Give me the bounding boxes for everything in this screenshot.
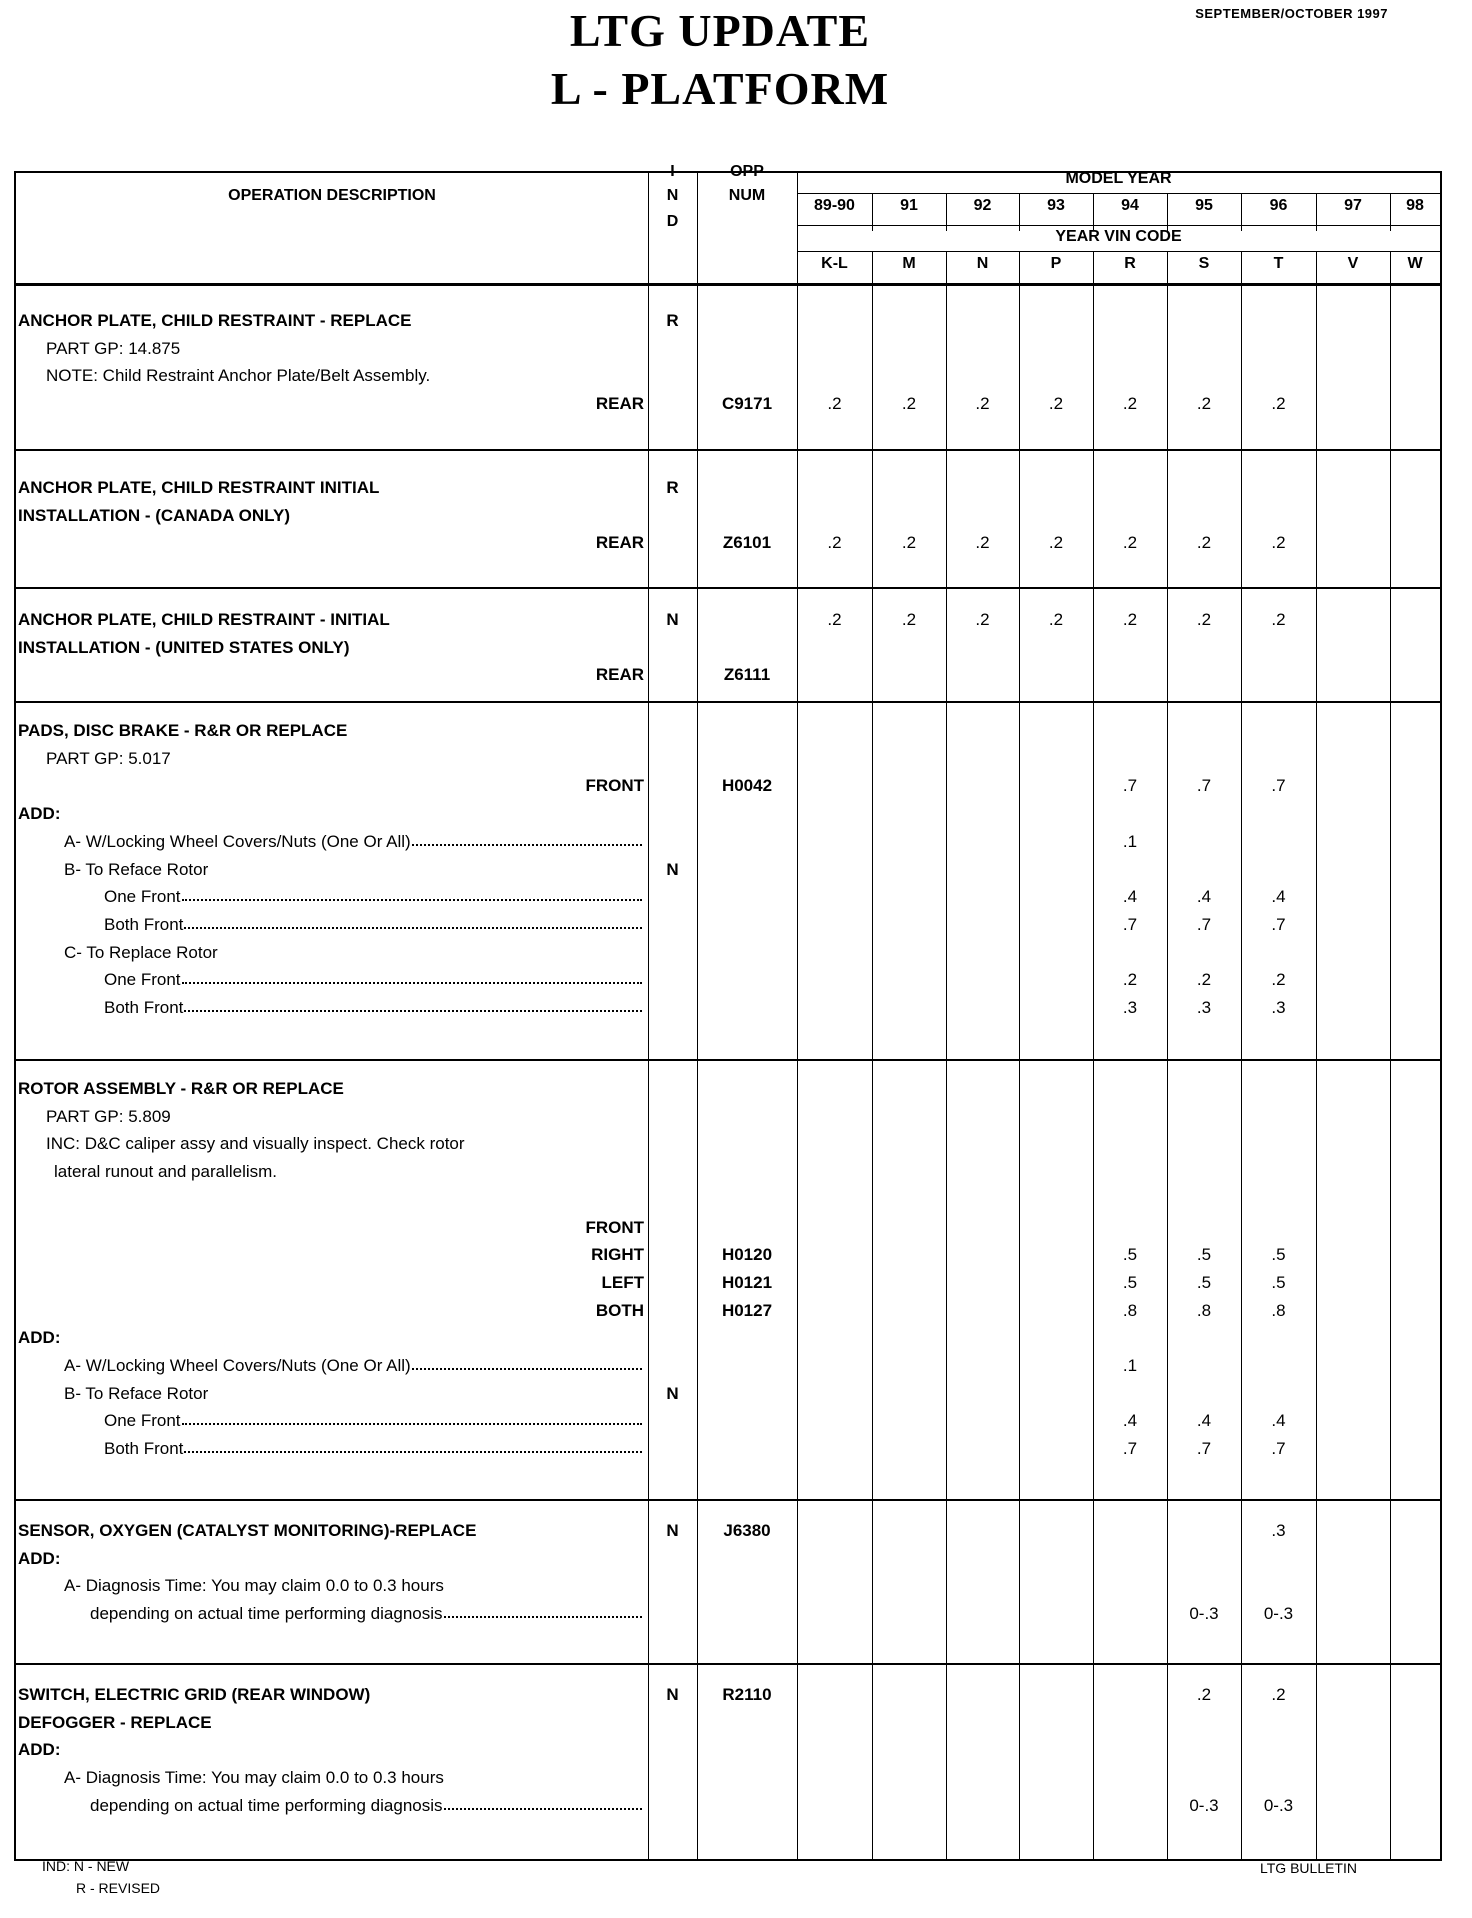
labor-time-93: .2	[1048, 394, 1064, 414]
table-line	[16, 943, 1440, 969]
labor-time-93: .2	[1048, 610, 1064, 629]
operation-title: ADD:	[18, 804, 61, 824]
operation-title: ADD:	[18, 1328, 61, 1348]
table-line	[16, 1273, 1440, 1299]
operation-description	[16, 1521, 648, 1541]
labor-time-96: .7	[1271, 1439, 1286, 1459]
header-rule	[797, 193, 1440, 194]
column-divider	[1390, 251, 1391, 283]
labor-time-95: .5	[1196, 1272, 1212, 1292]
operation-description	[16, 1796, 648, 1816]
labor-time-89-90: .2	[827, 533, 842, 553]
operation-title: INSTALLATION - (UNITED STATES ONLY)	[18, 637, 350, 657]
description-text: B- To Reface Rotor	[64, 859, 209, 879]
header-vin-W: W	[1407, 255, 1423, 272]
description-text: A- Diagnosis Time: You may claim 0.0 to 0.3 hours	[64, 1576, 444, 1596]
dot-leader	[412, 1356, 642, 1370]
table-line	[16, 832, 1440, 858]
description-text: depending on actual time performing diagnosis	[90, 1604, 443, 1624]
labor-time-95: .3	[1196, 998, 1212, 1017]
labor-time-94: .5	[1122, 1245, 1138, 1265]
opp-number: H0120	[721, 1245, 773, 1265]
operation-description	[16, 915, 648, 935]
description-text: One Front	[104, 1411, 181, 1431]
table-line	[16, 1796, 1440, 1822]
operation-description	[16, 1162, 648, 1182]
operation-description	[16, 1713, 648, 1733]
table-line	[16, 1604, 1440, 1630]
operation-title: SENSOR, OXYGEN (CATALYST MONITORING)-REPLACE	[18, 1521, 477, 1540]
operation-description	[16, 1685, 648, 1705]
labor-time-95: .2	[1196, 1685, 1212, 1704]
labor-time-95: .5	[1196, 1245, 1212, 1265]
opp-number: H0042	[721, 776, 773, 796]
column-divider	[1093, 251, 1094, 283]
header-year-89-90: 89-90	[814, 197, 855, 214]
operation-description	[16, 1411, 648, 1431]
header-ind-d: D	[666, 213, 679, 230]
labor-time-96: .2	[1271, 394, 1286, 414]
operation-description	[16, 1245, 648, 1265]
labor-time-94: .2	[1122, 610, 1138, 629]
dot-leader	[444, 1604, 642, 1618]
header-year-91: 91	[900, 197, 918, 214]
description-text: A- W/Locking Wheel Covers/Nuts (One Or All)	[64, 831, 411, 851]
description-text: Both Front	[104, 914, 184, 934]
labor-time-94: .7	[1122, 776, 1138, 796]
operation-description	[16, 366, 648, 386]
description-text: One Front	[104, 887, 181, 907]
labor-time-93: .2	[1048, 533, 1064, 553]
table-line	[16, 1328, 1440, 1354]
dot-leader	[182, 1411, 642, 1425]
header-model-year: MODEL YEAR	[1065, 170, 1172, 187]
labor-time-94: .1	[1122, 1356, 1138, 1375]
labor-time-94: .2	[1122, 533, 1138, 553]
dot-leader	[182, 970, 642, 984]
operation-description	[16, 610, 648, 630]
labor-time-96: .3	[1271, 1521, 1286, 1540]
labor-time-92: .2	[975, 394, 990, 414]
table-line	[16, 478, 1440, 504]
labor-time-95: .7	[1196, 776, 1212, 796]
table-line	[16, 1190, 1440, 1216]
table-row	[16, 589, 1440, 703]
ind-code: R	[666, 311, 679, 330]
table-line	[16, 1301, 1440, 1327]
labor-time-95: .4	[1196, 1411, 1212, 1431]
operation-title: ANCHOR PLATE, CHILD RESTRAINT - INITIAL	[18, 610, 390, 629]
description-text: B- To Reface Rotor	[64, 1383, 209, 1403]
labor-time-94: .4	[1122, 887, 1138, 907]
description-text: REAR	[595, 665, 644, 685]
table-line	[16, 1521, 1440, 1547]
header-rule	[797, 225, 1440, 226]
operation-description	[16, 1604, 648, 1624]
operation-description	[16, 1356, 648, 1376]
column-divider	[1019, 193, 1020, 231]
description-text: BOTH	[595, 1300, 644, 1320]
labor-time-92: .2	[975, 533, 990, 553]
column-divider	[1316, 193, 1317, 231]
table-line	[16, 776, 1440, 802]
labor-time-94: .7	[1122, 914, 1138, 934]
header-vin-T: T	[1273, 255, 1284, 272]
description-text: REAR	[595, 533, 644, 553]
ind-code: N	[666, 1685, 679, 1704]
ind-code: N	[666, 859, 679, 879]
table-line	[16, 970, 1440, 996]
operation-description	[16, 1740, 648, 1760]
opp-number: R2110	[722, 1685, 772, 1704]
header-vin-S: S	[1198, 255, 1210, 272]
labor-time-95: .2	[1196, 394, 1212, 414]
header-opp: OPP	[730, 163, 764, 180]
document-title: LTG UPDATE	[569, 5, 871, 56]
header-year-96: 96	[1269, 197, 1288, 214]
column-divider	[872, 193, 873, 231]
labor-time-95: 0-.3	[1189, 1604, 1219, 1624]
table-line	[16, 366, 1440, 392]
column-divider	[1241, 251, 1242, 283]
operation-description	[16, 533, 648, 553]
table-line	[16, 887, 1440, 913]
dot-leader	[412, 832, 642, 846]
labor-time-96: .4	[1271, 1411, 1286, 1431]
column-divider	[1167, 193, 1168, 231]
legend-new: IND: N - NEW	[42, 1858, 130, 1874]
operation-title: INSTALLATION - (CANADA ONLY)	[18, 505, 290, 525]
operation-title: ROTOR ASSEMBLY - R&R OR REPLACE	[18, 1079, 344, 1098]
labor-time-89-90: .2	[827, 394, 842, 414]
description-text: One Front	[104, 970, 181, 990]
operation-description	[16, 887, 648, 907]
table-line	[16, 610, 1440, 636]
operation-description	[16, 1107, 648, 1127]
header-year-92: 92	[973, 197, 992, 214]
header-vin-M: M	[902, 255, 916, 272]
operation-title: DEFOGGER - REPLACE	[18, 1712, 212, 1732]
labor-time-96: .5	[1271, 1245, 1286, 1265]
labor-time-95: 0-.3	[1189, 1795, 1219, 1815]
labor-time-96: 0-.3	[1263, 1604, 1294, 1624]
operation-description	[16, 804, 648, 824]
column-divider	[1167, 251, 1168, 283]
labor-time-94: .4	[1122, 1411, 1138, 1431]
operation-description	[16, 1134, 648, 1154]
description-text: PART GP: 5.017	[46, 748, 171, 768]
operation-description	[16, 1576, 648, 1596]
header-ind-n: N	[666, 187, 679, 204]
labor-time-96: .2	[1271, 1685, 1286, 1704]
header-vin-P: P	[1050, 255, 1062, 272]
description-text: FRONT	[585, 776, 644, 796]
table-line	[16, 1245, 1440, 1271]
description-text: PART GP: 5.809	[46, 1106, 171, 1126]
labor-time-96: .7	[1271, 776, 1286, 796]
table-row	[16, 703, 1440, 1061]
operation-description	[16, 1549, 648, 1569]
table-line	[16, 1576, 1440, 1602]
labor-time-94: .5	[1122, 1272, 1138, 1292]
operation-description	[16, 1768, 648, 1788]
header-vin-K-L: K-L	[821, 255, 848, 272]
labor-time-95: .2	[1196, 533, 1212, 553]
column-divider	[697, 173, 698, 283]
header-year-93: 93	[1047, 197, 1065, 214]
dot-leader	[184, 915, 642, 929]
column-divider	[1093, 193, 1094, 231]
labor-time-91: .2	[901, 533, 917, 553]
operation-title: ANCHOR PLATE, CHILD RESTRAINT INITIAL	[18, 478, 380, 497]
table-line	[16, 915, 1440, 941]
operation-description	[16, 339, 648, 359]
labor-time-94: .2	[1122, 970, 1138, 990]
table-line	[16, 506, 1440, 532]
header-ind-i: I	[670, 163, 675, 180]
table-line	[16, 1411, 1440, 1437]
labor-time-94: .1	[1122, 831, 1138, 851]
labor-time-89-90: .2	[827, 610, 842, 629]
labor-time-95: .7	[1196, 1439, 1212, 1459]
operation-title: PADS, DISC BRAKE - R&R OR REPLACE	[18, 721, 348, 740]
table-line	[16, 1162, 1440, 1188]
description-text: INC: D&C caliper assy and visually inspect. Check rotor	[46, 1134, 465, 1154]
table-line	[16, 394, 1440, 420]
table-row	[16, 1501, 1440, 1665]
column-divider	[1316, 251, 1317, 283]
description-text: REAR	[595, 394, 644, 414]
dot-leader	[184, 998, 642, 1012]
header-year-95: 95	[1195, 197, 1213, 214]
column-divider	[872, 251, 873, 283]
table-line	[16, 1713, 1440, 1739]
description-text: Both Front	[104, 1439, 184, 1459]
table-line	[16, 804, 1440, 830]
column-divider	[648, 173, 649, 283]
labor-time-95: .8	[1196, 1300, 1212, 1320]
table-line	[16, 1107, 1440, 1133]
labor-time-94: .2	[1122, 394, 1138, 414]
opp-number: C9171	[721, 394, 773, 414]
operation-description	[16, 311, 648, 331]
description-text: LEFT	[601, 1272, 644, 1292]
labor-time-94: .7	[1122, 1439, 1138, 1459]
table-line	[16, 749, 1440, 775]
labor-time-table	[14, 163, 1442, 1861]
labor-time-91: .2	[901, 610, 917, 629]
table-line	[16, 339, 1440, 365]
table-row	[16, 286, 1440, 451]
table-line	[16, 1134, 1440, 1160]
opp-number: Z6111	[723, 665, 771, 685]
labor-time-96: .8	[1271, 1300, 1286, 1320]
operation-description	[16, 832, 648, 852]
legend-revised: R - REVISED	[76, 1880, 161, 1896]
table-line	[16, 311, 1440, 337]
operation-description	[16, 665, 648, 685]
table-line	[16, 1356, 1440, 1382]
ind-code: R	[666, 478, 679, 497]
description-text: A- Diagnosis Time: You may claim 0.0 to 0.3 hours	[64, 1768, 444, 1788]
description-text: A- W/Locking Wheel Covers/Nuts (One Or All)	[64, 1356, 411, 1375]
dot-leader	[444, 1796, 642, 1810]
operation-title: ADD:	[18, 1548, 61, 1568]
opp-number: J6380	[723, 1521, 771, 1540]
operation-description	[16, 998, 648, 1018]
labor-time-91: .2	[901, 394, 917, 414]
description-text: C- To Replace Rotor	[64, 942, 218, 962]
table-line	[16, 1079, 1440, 1105]
column-divider	[946, 251, 947, 283]
description-text: Both Front	[104, 998, 184, 1017]
opp-number: H0127	[721, 1300, 773, 1320]
column-divider	[1241, 193, 1242, 231]
labor-time-95: .2	[1196, 970, 1212, 990]
operation-description	[16, 1328, 648, 1348]
operation-description	[16, 1301, 648, 1321]
table-line	[16, 860, 1440, 886]
table-line	[16, 721, 1440, 747]
operation-description	[16, 1218, 648, 1238]
labor-time-95: .4	[1196, 887, 1212, 907]
operation-title: ANCHOR PLATE, CHILD RESTRAINT - REPLACE	[18, 311, 412, 330]
operation-description	[16, 1439, 648, 1459]
table-header	[16, 163, 1440, 286]
opp-number: Z6101	[722, 533, 772, 553]
labor-time-95: .2	[1196, 610, 1212, 629]
operation-title: ADD:	[18, 1740, 61, 1760]
labor-time-96: .7	[1271, 914, 1286, 934]
labor-time-95: .7	[1196, 914, 1212, 934]
table-line	[16, 1768, 1440, 1794]
header-operation-description: OPERATION DESCRIPTION	[228, 187, 436, 204]
description-text: RIGHT	[591, 1245, 644, 1265]
labor-time-96: .2	[1271, 533, 1286, 553]
column-divider	[1390, 193, 1391, 231]
operation-description	[16, 776, 648, 796]
operation-description	[16, 860, 648, 880]
ind-code: N	[666, 1383, 679, 1403]
column-divider	[946, 193, 947, 231]
opp-number: H0121	[721, 1272, 773, 1292]
operation-description	[16, 478, 648, 498]
labor-time-96: .5	[1271, 1272, 1286, 1292]
table-line	[16, 998, 1440, 1024]
bulletin-label: LTG BULLETIN	[1260, 1860, 1357, 1876]
description-text: depending on actual time performing diagnosis	[90, 1795, 443, 1815]
operation-title: SWITCH, ELECTRIC GRID (REAR WINDOW)	[18, 1685, 371, 1704]
header-vin-V: V	[1347, 255, 1359, 272]
issue-date: SEPTEMBER/OCTOBER 1997	[1195, 6, 1388, 21]
table-line	[16, 665, 1440, 691]
labor-time-96: .3	[1271, 998, 1286, 1017]
header-vin-R: R	[1124, 255, 1136, 272]
table-line	[16, 1218, 1440, 1244]
operation-description	[16, 1273, 648, 1293]
dot-leader	[184, 1439, 642, 1453]
table-line	[16, 533, 1440, 559]
description-text: lateral runout and parallelism.	[54, 1162, 278, 1182]
document-subtitle: L - PLATFORM	[550, 63, 890, 114]
table-line	[16, 1740, 1440, 1766]
labor-time-96: .4	[1271, 887, 1286, 907]
description-text: PART GP: 14.875	[46, 338, 181, 358]
operation-description	[16, 1384, 648, 1404]
ind-code: N	[666, 1521, 679, 1540]
table-line	[16, 1685, 1440, 1711]
header-rule	[797, 251, 1440, 252]
table-line	[16, 1439, 1440, 1465]
dot-leader	[182, 887, 642, 901]
ind-code: N	[666, 610, 679, 629]
description-text: FRONT	[585, 1217, 644, 1237]
column-divider	[1019, 251, 1020, 283]
operation-description	[16, 394, 648, 414]
operation-description	[16, 638, 648, 658]
table-line	[16, 638, 1440, 664]
table-row	[16, 1061, 1440, 1501]
header-year-vin-code: YEAR VIN CODE	[1055, 228, 1182, 245]
description-text: NOTE: Child Restraint Anchor Plate/Belt Assembly.	[46, 366, 431, 386]
operation-description	[16, 749, 648, 769]
table-line	[16, 1384, 1440, 1410]
header-year-97: 97	[1344, 197, 1362, 214]
labor-time-92: .2	[975, 610, 990, 629]
operation-description	[16, 943, 648, 963]
header-vin-N: N	[976, 255, 989, 272]
table-line	[16, 1549, 1440, 1575]
header-year-98: 98	[1406, 197, 1424, 214]
operation-description	[16, 721, 648, 741]
table-row	[16, 1665, 1440, 1859]
labor-time-96: 0-.3	[1263, 1795, 1294, 1815]
labor-time-96: .2	[1271, 610, 1286, 629]
operation-description	[16, 506, 648, 526]
header-num: NUM	[728, 187, 766, 204]
labor-time-94: .3	[1122, 998, 1138, 1017]
operation-description	[16, 1079, 648, 1099]
table-row	[16, 451, 1440, 589]
operation-description	[16, 970, 648, 990]
labor-time-94: .8	[1122, 1300, 1138, 1320]
header-year-94: 94	[1121, 197, 1139, 214]
labor-time-96: .2	[1271, 970, 1286, 990]
